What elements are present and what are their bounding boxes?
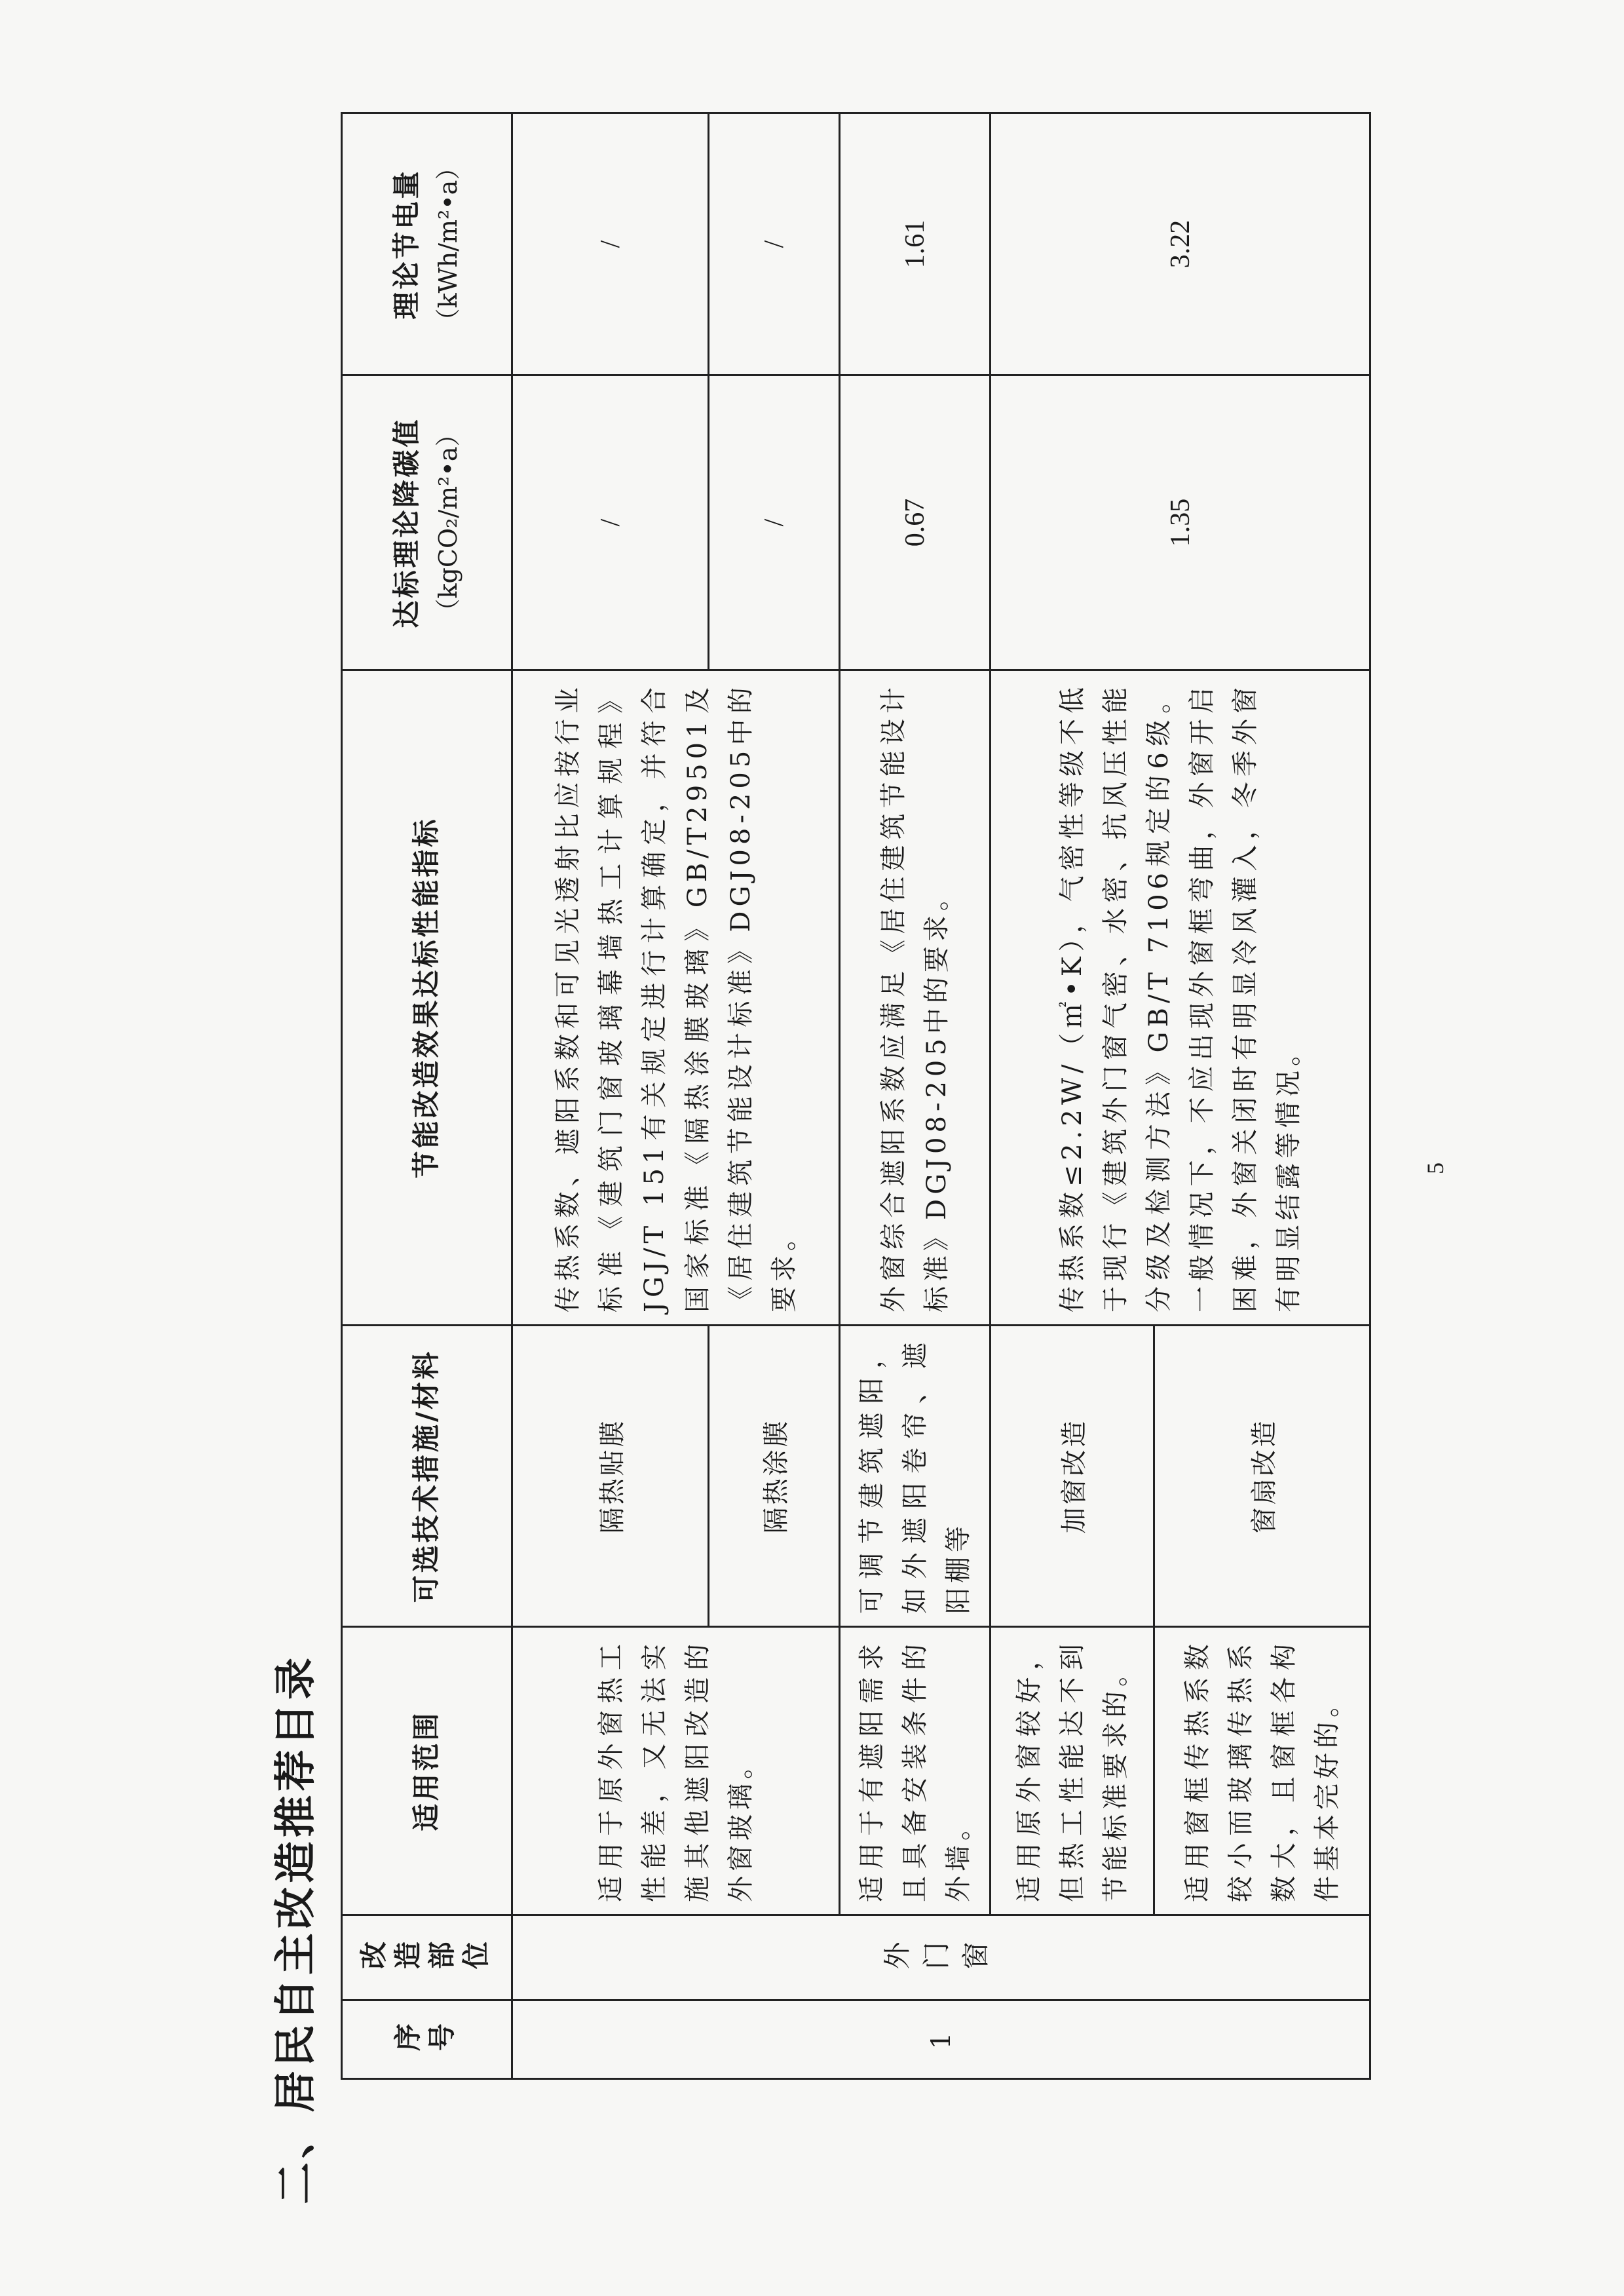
header-carbon-unit: （kgCO₂/m²•a） xyxy=(434,421,463,624)
table-row xyxy=(991,113,1154,2079)
header-measure: 可选技术措施/材料 xyxy=(342,1326,512,1627)
index-cell: 传热系数、遮阳系数和可见光透射比应按行业标准《建筑门窗玻璃幕墙热工计算规程》JGJ/T 151有关规定进行计算确定，并符合国家标准《隔热涂膜玻璃》GB/T29501及《居住建筑节能设计标准》DGJ08-205中的要求。 xyxy=(512,670,840,1326)
header-power-label: 理论节电量 xyxy=(390,168,423,320)
index-cell: 传热系数≤2.2W/（㎡•K），气密性等级不低于现行《建筑外门窗气密、水密、抗风压性能分级及检测方法》GB/T 7106规定的6级。一般情况下，不应出现外窗框弯曲，外窗开启困难，外窗关闭时有明显冷风灌入，冬季外窗有明显结露等情况。 xyxy=(991,670,1370,1326)
page-title: 二、居民自主改造推荐目录 xyxy=(272,1654,320,2204)
index-cell: 外窗综合遮阳系数应满足《居住建筑节能设计标准》DGJ08-205中的要求。 xyxy=(840,670,991,1326)
part-cell: 外门窗 xyxy=(512,1915,1370,2000)
power-cell: / xyxy=(709,113,840,375)
header-scope: 适用范围 xyxy=(342,1627,512,1915)
header-power-unit: （kWh/m²•a） xyxy=(434,155,463,334)
power-cell: / xyxy=(512,113,709,375)
measure-cell: 隔热涂膜 xyxy=(709,1326,840,1627)
scope-cell: 适用于有遮阳需求且具备安装条件的外墙。 xyxy=(840,1627,991,1915)
header-carbon xyxy=(342,375,512,670)
recommendation-table xyxy=(341,112,1371,2080)
measure-cell: 隔热贴膜 xyxy=(512,1326,709,1627)
seq-cell: 1 xyxy=(512,2000,1370,2079)
measure-cell: 可调节建筑遮阳，如外遮阳卷帘、遮阳棚等 xyxy=(840,1326,991,1627)
power-cell: 3.22 xyxy=(991,113,1370,375)
page-number: 5 xyxy=(1422,1162,1448,1174)
carbon-cell: / xyxy=(512,375,709,670)
header-carbon-label: 达标理论降碳值 xyxy=(390,417,423,628)
measure-cell: 加窗改造 xyxy=(991,1326,1154,1627)
table-header-row xyxy=(342,113,512,2079)
table-row xyxy=(840,113,991,2079)
scope-cell: 适用于原外窗热工性能差，又无法实施其他遮阳改造的外窗玻璃。 xyxy=(512,1627,840,1915)
header-power xyxy=(342,113,512,375)
header-part: 改造部位 xyxy=(342,1915,512,2000)
carbon-cell: / xyxy=(709,375,840,670)
carbon-cell: 0.67 xyxy=(840,375,991,670)
header-seq: 序号 xyxy=(342,2000,512,2079)
table-row xyxy=(512,113,709,2079)
scope-cell: 适用原外窗较好，但热工性能达不到节能标准要求的。 xyxy=(991,1627,1154,1915)
header-index: 节能改造效果达标性能指标 xyxy=(342,670,512,1326)
carbon-cell: 1.35 xyxy=(991,375,1370,670)
power-cell: 1.61 xyxy=(840,113,991,375)
scope-cell: 适用窗框传热系数较小而玻璃传热系数大，且窗框各构件基本完好的。 xyxy=(1154,1627,1370,1915)
measure-cell: 窗扇改造 xyxy=(1154,1326,1370,1627)
